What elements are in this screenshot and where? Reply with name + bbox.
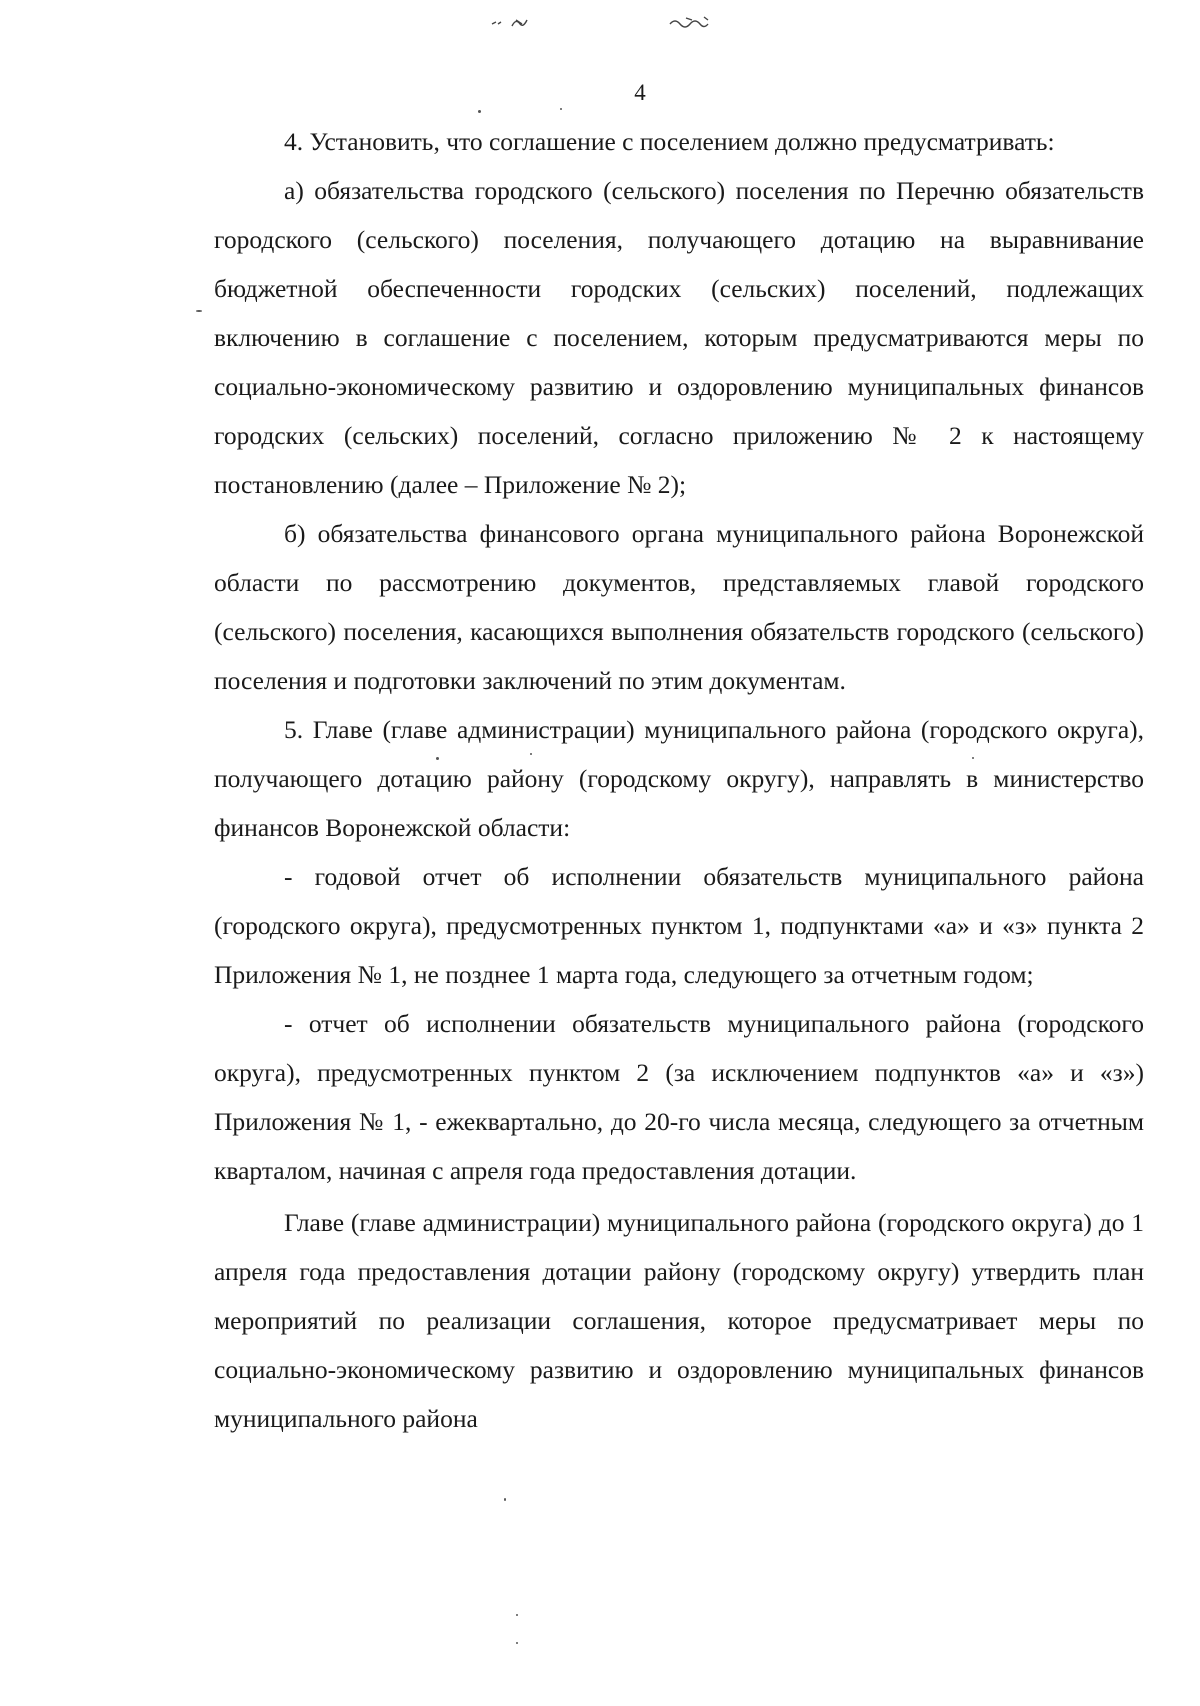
scan-speck <box>196 310 202 312</box>
scan-speck <box>516 1642 518 1644</box>
document-body <box>214 117 1144 1443</box>
page-number: 4 <box>634 80 646 105</box>
paragraph-action-plan: Главе (главе администрации) муниципального района (городского округа) до 1 апреля года предоставления дотации району (городскому округу) утвердить план мероприятий по реализации соглашения, которое предусматривает меры по социально-экономическому развитию и оздоровлению муниципальных финансов муниципального района <box>214 1208 1144 1433</box>
scan-speck <box>504 1498 506 1501</box>
scan-speck <box>478 110 481 113</box>
scan-speck <box>436 757 439 760</box>
paragraph-item-4: 4. Установить, что соглашение с поселением должно предусматривать: <box>284 127 1055 156</box>
scan-speck <box>560 108 562 110</box>
scan-artifact-marks <box>490 14 740 34</box>
scan-speck <box>516 1614 518 1616</box>
scan-speck <box>972 757 974 759</box>
scan-speck <box>530 753 532 755</box>
paragraph-subitem-a: а) обязательства городского (сельского) поселения по Перечню обязательств городского (сельского) поселения, получающего дотацию на выравнивание бюджетной обеспеченности городских (сельских) поселений, подлежащих включению в соглашение с поселением, которым предусматриваются меры по социально-экономическому развитию и оздоровлению муниципальных финансов городских (сельских) поселений, согласно приложению № 2 к настоящему постановлению (далее – Приложение № 2); <box>214 176 1144 499</box>
paragraph-subitem-b: б) обязательства финансового органа муниципального района Воронежской области по рассмотрению документов, представляемых главой городского (сельского) поселения, касающихся выполнения обязательств городского (сельского) поселения и подготовки заключений по этим документам. <box>214 519 1144 695</box>
paragraph-item-5: 5. Главе (главе администрации) муниципального района (городского округа), получающего дотацию району (городскому округу), направлять в министерство финансов Воронежской области: <box>214 715 1144 842</box>
paragraph-quarterly-report: - отчет об исполнении обязательств муниципального района (городского округа), предусмотренных пунктом 2 (за исключением подпунктов «а» и «з») Приложения № 1, - ежеквартально, до 20-го числа месяца, следующего за отчетным кварталом, начиная с апреля года предоставления дотации. <box>214 1009 1144 1185</box>
paragraph-annual-report: - годовой отчет об исполнении обязательств муниципального района (городского округа), предусмотренных пунктом 1, подпунктами «а» и «з» пункта 2 Приложения № 1, не позднее 1 марта года, следующего за отчетным годом; <box>214 862 1144 989</box>
